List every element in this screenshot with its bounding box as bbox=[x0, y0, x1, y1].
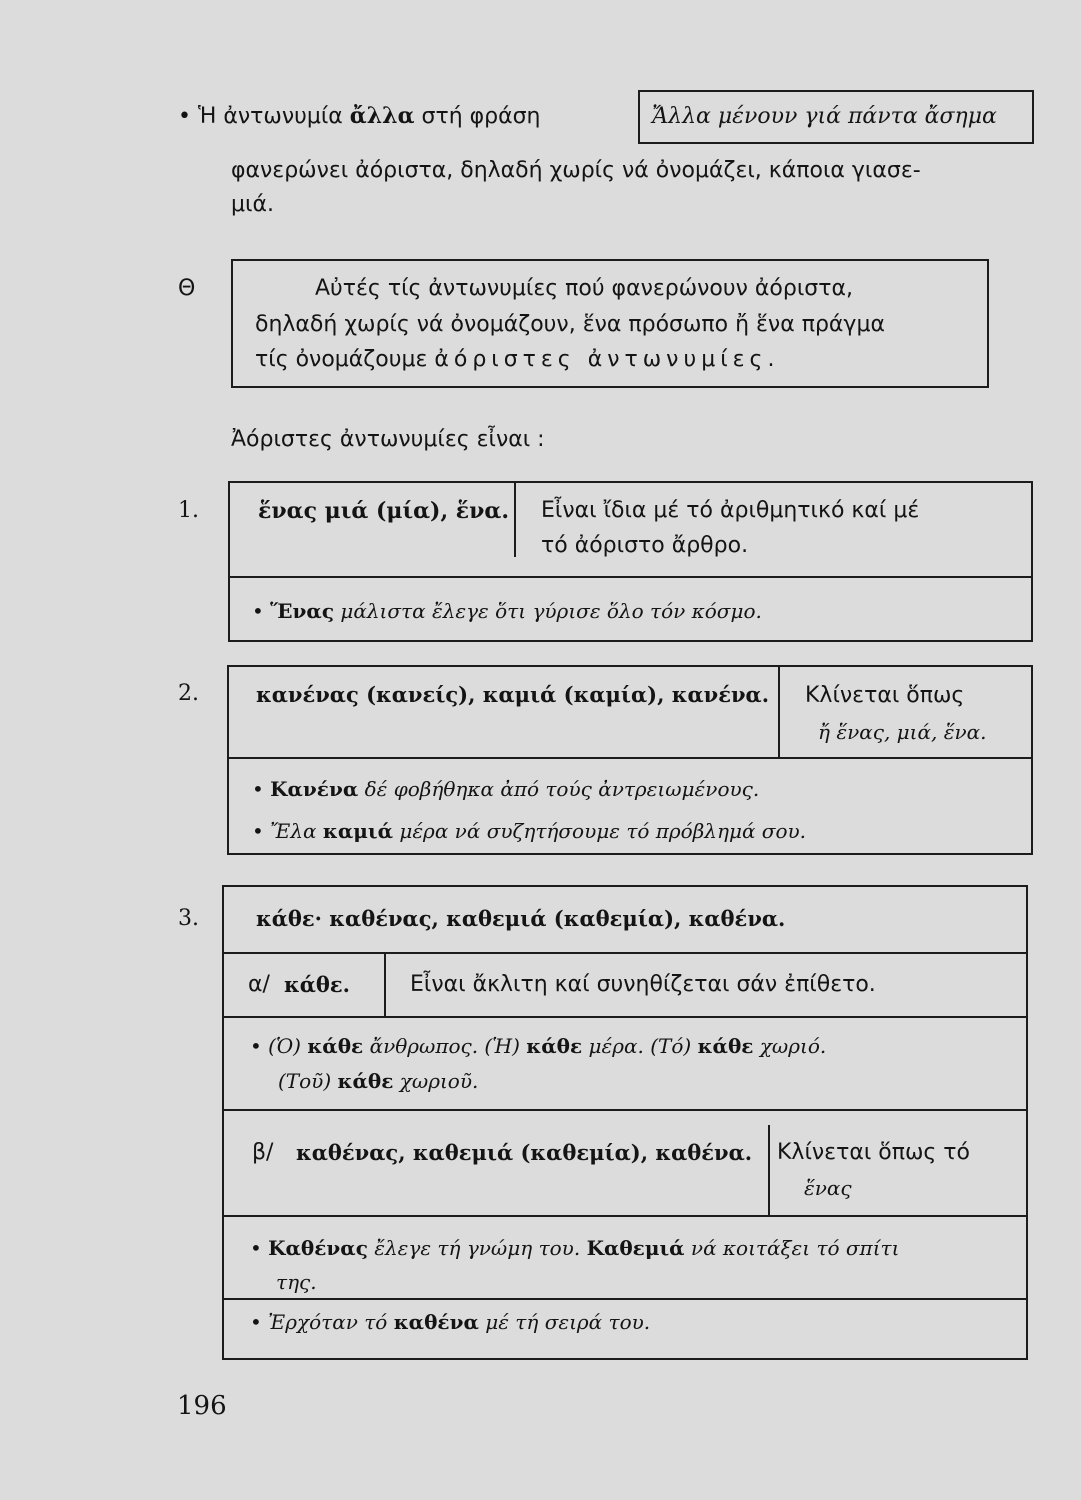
intro-line-2: φανερώνει ἀόριστα, δηλαδή χωρίς νά ὀνομάζει, κάποια γιασε- bbox=[231, 158, 921, 183]
section-3b-desc-2: ἕνας bbox=[804, 1176, 852, 1200]
section-3a-divider bbox=[384, 952, 386, 1017]
example-text: χωριό. bbox=[759, 1034, 827, 1058]
section-2-number: 2. bbox=[178, 681, 199, 706]
list-intro: Ἀόριστες ἀντωνυμίες εἶναι : bbox=[231, 427, 545, 452]
example-text: μέρα νά συζητήσουμε τό πρόβλημά σου. bbox=[399, 819, 807, 843]
example-bold: Κανένα bbox=[270, 777, 359, 801]
section-3-forms: κάθε· καθένας, καθεμιά (καθεμία), καθένα. bbox=[256, 906, 786, 931]
example-bold: κάθε bbox=[697, 1034, 754, 1058]
example-text: ἔλεγε τή γνώμη του. bbox=[374, 1236, 581, 1260]
intro-line-1 bbox=[178, 99, 541, 134]
intro-text: Ἡ ἀντωνυμία bbox=[197, 104, 343, 129]
section-3a-word: κάθε. bbox=[284, 972, 350, 997]
section-3a-example-cont bbox=[278, 1065, 478, 1097]
example-text: μέ τή σειρά του. bbox=[485, 1310, 651, 1334]
example-bold: Ἕνας bbox=[270, 599, 334, 623]
section-2-separator bbox=[227, 757, 1033, 759]
section-2-example-1 bbox=[252, 773, 759, 805]
section-3b-example-2 bbox=[250, 1306, 650, 1338]
section-2-example-2 bbox=[252, 815, 806, 847]
rule-line-1: Αὐτές τίς ἀντωνυμίες πού φανερώνουν ἀόριστα, bbox=[315, 276, 853, 301]
section-3b-example-1 bbox=[250, 1232, 899, 1264]
rule-marker: Θ bbox=[178, 276, 196, 301]
section-3-separator-3 bbox=[222, 1109, 1028, 1111]
section-3-separator-5 bbox=[222, 1298, 1028, 1300]
section-3-number: 3. bbox=[178, 906, 199, 931]
example-text: ἄνθρωπος. (Ἡ) bbox=[369, 1034, 520, 1058]
intro-text-2: στή φράση bbox=[421, 104, 541, 129]
section-3-separator-4 bbox=[222, 1215, 1028, 1217]
section-1-example bbox=[252, 595, 762, 627]
example-text: Ἔλα bbox=[270, 819, 317, 843]
example-bold: Καθένας bbox=[268, 1236, 368, 1260]
rule-line-3 bbox=[255, 343, 779, 377]
rule-line-3-text: τίς ὀνομάζουμε bbox=[255, 347, 428, 372]
intro-line-3: μιά. bbox=[231, 192, 274, 217]
section-1-number: 1. bbox=[178, 498, 199, 523]
example-text: (Τοῦ) bbox=[278, 1069, 332, 1093]
section-1-forms: ἕνας μιά (μία), ἕνα. bbox=[258, 498, 510, 524]
section-2-forms: κανένας (κανείς), καμιά (καμία), κανένα. bbox=[256, 682, 770, 707]
section-1-desc-2: τό ἀόριστο ἄρθρο. bbox=[541, 533, 749, 558]
example-text: χωριοῦ. bbox=[399, 1069, 479, 1093]
section-2-desc-1: Κλίνεται ὅπως bbox=[805, 683, 965, 708]
section-3b-example-1-cont: της. bbox=[276, 1270, 317, 1294]
example-bold: κάθε bbox=[526, 1034, 583, 1058]
example-phrase: Ἄλλα μένουν γιά πάντα ἄσημα bbox=[652, 104, 997, 129]
example-bold: καθένα bbox=[393, 1310, 479, 1334]
rule-line-2: δηλαδή χωρίς νά ὀνομάζουν, ἕνα πρόσωπο ἤ ἕνα πράγμα bbox=[255, 312, 885, 337]
example-bold: Καθεμιά bbox=[586, 1236, 685, 1260]
section-1-divider bbox=[514, 481, 516, 557]
example-text: μέρα. (Τό) bbox=[588, 1034, 692, 1058]
keyword-alla: ἄλλα bbox=[349, 103, 415, 129]
section-3b-label: β/ bbox=[252, 1140, 274, 1165]
section-3b-divider bbox=[768, 1125, 770, 1215]
section-3-separator-2 bbox=[222, 1016, 1028, 1018]
example-text: μάλιστα ἔλεγε ὅτι γύρισε ὅλο τόν κόσμο. bbox=[340, 599, 762, 623]
section-2-desc-2: ἤ ἕνας, μιά, ἕνα. bbox=[818, 720, 987, 744]
section-3b-forms: καθένας, καθεμιά (καθεμία), καθένα. bbox=[296, 1140, 753, 1165]
section-3-box bbox=[222, 885, 1028, 1360]
example-text: Ἐρχόταν τό bbox=[268, 1310, 388, 1334]
example-text: νά κοιτάξει τό σπίτι bbox=[690, 1236, 900, 1260]
section-3b-desc-1: Κλίνεται ὅπως τό bbox=[777, 1140, 970, 1165]
section-3a-label: α/ bbox=[248, 972, 270, 997]
section-3a-example bbox=[250, 1030, 826, 1062]
example-text: δέ φοβήθηκα ἀπό τούς ἀντρειωμένους. bbox=[364, 777, 760, 801]
page-number: 196 bbox=[177, 1391, 227, 1421]
rule-term: ἀόριστες ἀντωνυμίες. bbox=[434, 347, 780, 372]
section-2-divider bbox=[778, 665, 780, 758]
section-3-separator-1 bbox=[222, 952, 1028, 954]
example-bold: κάθε bbox=[337, 1069, 394, 1093]
example-text: (Ὁ) bbox=[268, 1034, 301, 1058]
section-1-separator bbox=[228, 576, 1033, 578]
section-1-desc-1: Εἶναι ἴδια μέ τό ἀριθμητικό καί μέ bbox=[541, 498, 920, 523]
example-bold: καμιά bbox=[322, 819, 393, 843]
section-3a-desc: Εἶναι ἄκλιτη καί συνηθίζεται σάν ἐπίθετο. bbox=[410, 972, 876, 997]
example-bold: κάθε bbox=[307, 1034, 364, 1058]
